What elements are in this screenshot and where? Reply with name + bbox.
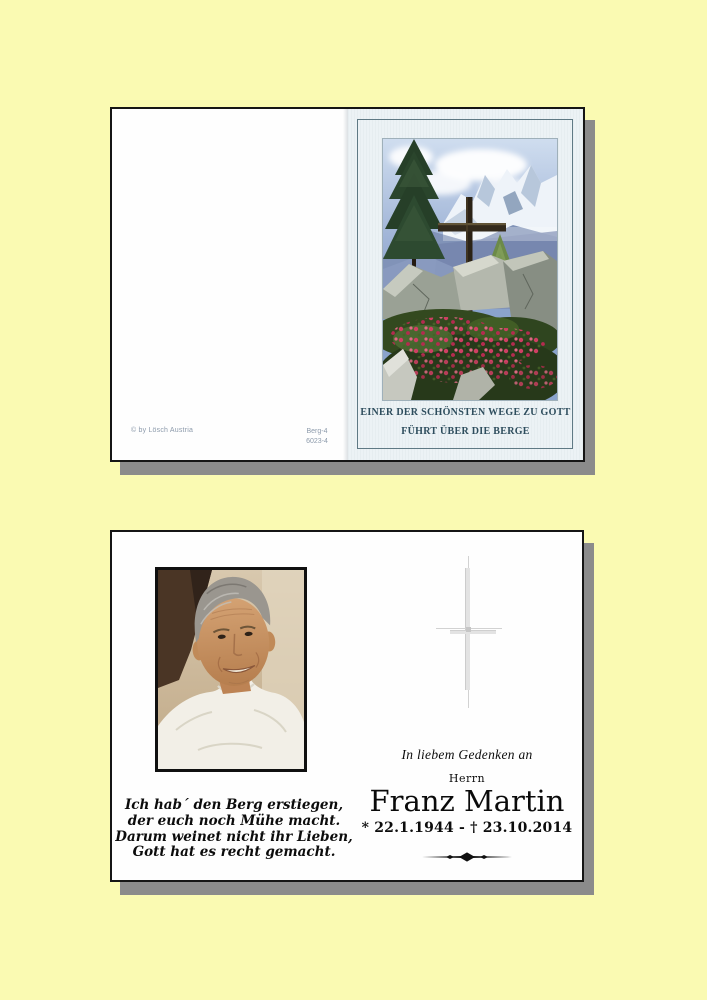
memorial-text-column [352, 532, 582, 880]
portrait-art [158, 570, 304, 769]
caption-line: FÜHRT ÜBER DIE BERGE [401, 426, 530, 437]
front-cover-panel [348, 109, 583, 460]
life-dates: * 22.1.1944 - † 23.10.2014 [361, 820, 573, 836]
reference-line: 6023-4 [306, 437, 328, 445]
cover-caption [348, 403, 583, 441]
verse-line: Darum weinet nicht ihr Lieben, [115, 828, 353, 845]
salutation: Herrn [448, 772, 486, 785]
reference-line: Berg-4 [306, 428, 328, 435]
memorial-verse [112, 798, 356, 861]
deceased-name: Franz Martin [369, 784, 565, 818]
portrait-photo [155, 567, 307, 772]
verse-line: Gott hat es recht gemacht. [132, 844, 336, 861]
verse-line: Ich hab´ den Berg erstiegen, [124, 797, 344, 813]
publisher-credit: © by Lösch Austria [131, 427, 194, 434]
mountain-cross-photo [382, 138, 558, 401]
mountain-photo-art [383, 139, 557, 400]
memorial-intro: In liebem Gedenken an [401, 747, 533, 762]
divider-ornament-icon [422, 851, 512, 863]
divider-ornament [352, 850, 582, 868]
reference-number [287, 427, 347, 446]
memorial-card-outside [110, 107, 585, 462]
memorial-card-inside [110, 530, 584, 882]
verse-line: der euch noch Mühe macht. [127, 812, 341, 829]
caption-line: EINER DER SCHÖNSTEN WEGE ZU GOTT [360, 407, 571, 418]
